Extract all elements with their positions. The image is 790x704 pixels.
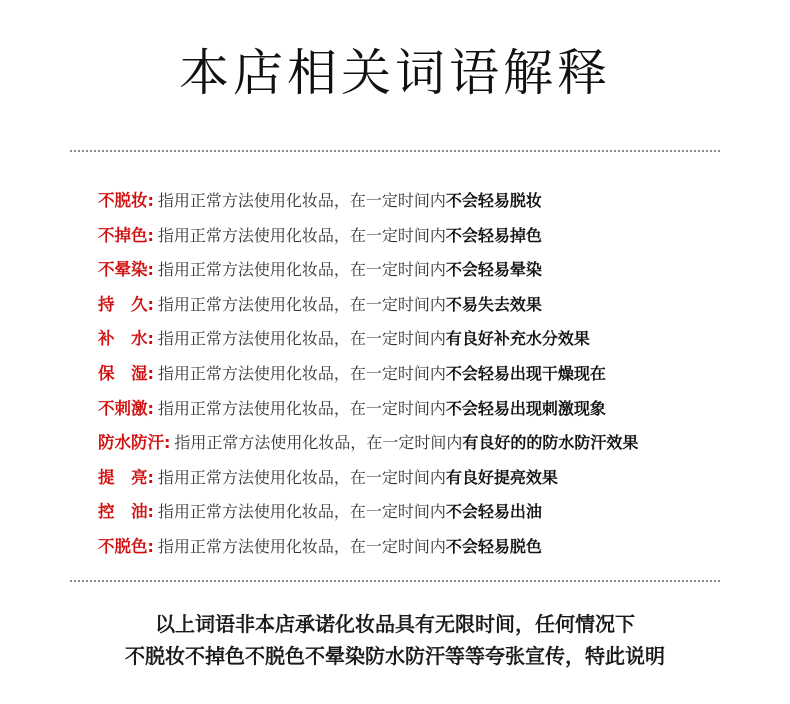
term-colon: : bbox=[147, 467, 154, 487]
term-row bbox=[98, 219, 768, 254]
term-label: 补 水 bbox=[98, 329, 148, 349]
disclaimer-line: 以上词语非本店承诺化妆品具有无限时间，任何情况下 bbox=[155, 612, 635, 636]
term-colon: : bbox=[147, 294, 154, 314]
term-label: 不脱色 bbox=[98, 536, 148, 556]
term-colon: : bbox=[147, 191, 154, 210]
term-description: 指用正常方法使用化妆品，在一定时间内 bbox=[174, 433, 463, 453]
term-row bbox=[98, 184, 768, 219]
term-colon: : bbox=[147, 329, 154, 349]
term-emphasis: 不易失去效果 bbox=[445, 294, 542, 314]
term-label: 控 油 bbox=[98, 502, 148, 522]
term-colon: : bbox=[147, 502, 154, 522]
page-title: 本店相关词语解释 bbox=[179, 44, 611, 102]
bottom-divider bbox=[70, 580, 720, 582]
term-description: 指用正常方法使用化妆品，在一定时间内 bbox=[157, 398, 446, 418]
term-label: 不掉色 bbox=[98, 225, 148, 245]
term-row bbox=[98, 253, 768, 288]
term-list bbox=[98, 184, 768, 565]
term-label: 不脱妆 bbox=[98, 191, 148, 210]
term-description: 指用正常方法使用化妆品，在一定时间内 bbox=[157, 329, 446, 349]
term-colon: : bbox=[147, 225, 154, 245]
term-description: 指用正常方法使用化妆品，在一定时间内 bbox=[157, 502, 446, 522]
term-emphasis: 有良好补充水分效果 bbox=[445, 329, 590, 349]
term-label: 不晕染 bbox=[98, 260, 148, 280]
term-colon: : bbox=[147, 260, 154, 280]
term-row bbox=[98, 530, 768, 565]
term-description: 指用正常方法使用化妆品，在一定时间内 bbox=[157, 260, 446, 280]
term-label: 提 亮 bbox=[98, 467, 148, 487]
term-colon: : bbox=[147, 363, 154, 383]
term-description: 指用正常方法使用化妆品，在一定时间内 bbox=[157, 294, 446, 314]
term-emphasis: 不会轻易出现刺激现象 bbox=[445, 398, 606, 418]
term-colon: : bbox=[164, 433, 171, 453]
term-label: 防水防汗 bbox=[98, 433, 164, 453]
term-row bbox=[98, 461, 768, 496]
term-emphasis: 不会轻易脱妆 bbox=[445, 191, 542, 210]
term-emphasis: 有良好的的防水防汗效果 bbox=[462, 433, 639, 453]
disclaimer bbox=[0, 608, 790, 672]
term-colon: : bbox=[147, 398, 154, 418]
term-emphasis: 不会轻易出油 bbox=[445, 502, 542, 522]
term-label: 保 湿 bbox=[98, 363, 148, 383]
term-description: 指用正常方法使用化妆品，在一定时间内 bbox=[157, 467, 446, 487]
term-emphasis: 不会轻易出现干燥现在 bbox=[445, 363, 606, 383]
term-emphasis: 不会轻易晕染 bbox=[445, 260, 542, 280]
term-colon: : bbox=[147, 536, 154, 556]
term-emphasis: 不会轻易掉色 bbox=[445, 225, 542, 245]
term-row bbox=[98, 495, 768, 530]
term-description: 指用正常方法使用化妆品，在一定时间内 bbox=[157, 191, 446, 210]
term-emphasis: 不会轻易脱色 bbox=[445, 536, 542, 556]
term-description: 指用正常方法使用化妆品，在一定时间内 bbox=[157, 225, 446, 245]
term-row bbox=[98, 426, 768, 461]
term-row bbox=[98, 322, 768, 357]
term-description: 指用正常方法使用化妆品，在一定时间内 bbox=[157, 536, 446, 556]
term-label: 不刺激 bbox=[98, 398, 148, 418]
disclaimer-line: 不脱妆不掉色不脱色不晕染防水防汗等等夸张宣传，特此说明 bbox=[125, 644, 665, 668]
top-divider bbox=[70, 150, 720, 152]
term-description: 指用正常方法使用化妆品，在一定时间内 bbox=[157, 363, 446, 383]
term-row bbox=[98, 357, 768, 392]
term-emphasis: 有良好提亮效果 bbox=[445, 467, 558, 487]
term-row bbox=[98, 288, 768, 323]
term-row bbox=[98, 392, 768, 427]
term-label: 持 久 bbox=[98, 294, 148, 314]
